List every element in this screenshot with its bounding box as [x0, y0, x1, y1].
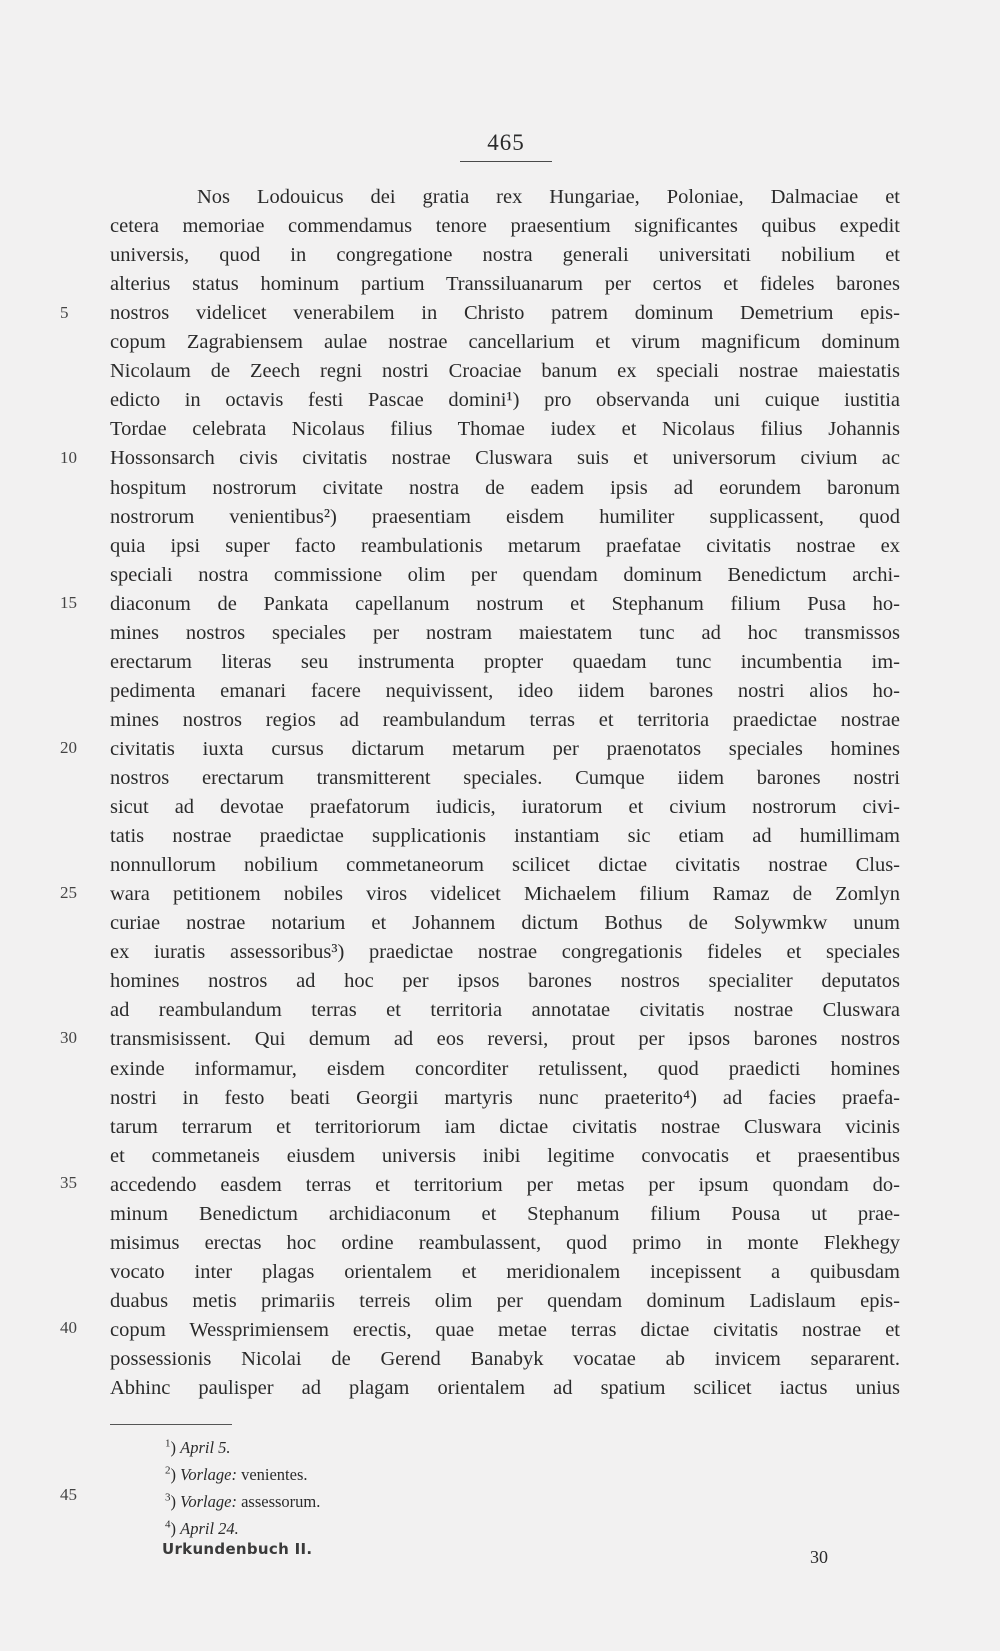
text-line: copum Wessprimiensem erectis, quae metae terras dictae civitatis nostrae et — [110, 1318, 900, 1341]
page-number-rule — [460, 161, 552, 162]
text-line: hospitum nostrorum civitate nostra de eadem ipsis ad eorundem baronum — [110, 476, 900, 499]
text-line: sicut ad devotae praefatorum iudicis, iuratorum et civium nostrorum civi- — [110, 796, 900, 819]
text-line: speciali nostra commissione olim per quendam dominum Benedictum archi- — [110, 563, 900, 586]
footnote-label: Vorlage: — [180, 1465, 237, 1484]
text-line: civitatis iuxta cursus dictarum metarum per praenotatos speciales homines — [110, 737, 900, 760]
line-number: 40 — [60, 1318, 77, 1337]
text-line: Nos Lodouicus dei gratia rex Hungariae, Poloniae, Dalmaciae et — [197, 186, 900, 208]
line-number: 10 — [60, 448, 77, 467]
text-line: Nicolaum de Zeech regni nostri Croaciae banum ex speciali nostrae maiestatis — [110, 360, 900, 383]
text-line: copum Zagrabiensem aulae nostrae cancellarium et virum magnificum dominum — [110, 331, 900, 354]
footnote: $^2$) Vorlage: venientes. — [165, 1464, 308, 1484]
text-line: wara petitionem nobiles viros videlicet Michaelem filium Ramaz de Zomlyn — [110, 883, 900, 906]
footnote-text: venientes. — [236, 1465, 308, 1484]
footnote-text: assessorum. — [236, 1492, 321, 1511]
text-line: vocato inter plagas orientalem et meridionalem incepissent a quibusdam — [110, 1260, 900, 1283]
text-line: nostrorum venientibus²) praesentiam eisdem humiliter supplicassent, quod — [110, 505, 900, 528]
text-line: edicto in octavis festi Pascae domini¹) pro observanda uni cuique iustitia — [110, 389, 900, 412]
line-number: 25 — [60, 883, 77, 902]
text-line: mines nostros speciales per nostram maiestatem tunc ad hoc transmissos — [110, 621, 900, 644]
footnote: $^1$) April 5. — [165, 1437, 231, 1457]
footnote-marker: 1 — [165, 1437, 171, 1450]
line-number: 15 — [60, 593, 77, 612]
footnote-rule — [110, 1424, 232, 1425]
text-line: curiae nostrae notarium et Johannem dictum Bothus de Solywmkw unum — [110, 912, 900, 935]
text-line: nostros videlicet venerabilem in Christo patrem dominum Demetrium epis- — [110, 302, 900, 325]
footnote-label: April 24. — [180, 1519, 239, 1538]
text-line: minum Benedictum archidiaconum et Stephanum filium Pousa ut prae- — [110, 1202, 900, 1225]
line-number: 5 — [60, 303, 69, 322]
text-line: et commetaneis eiusdem universis inibi legitime convocatis et praesentibus — [110, 1144, 900, 1167]
line-number: 35 — [60, 1173, 77, 1192]
text-line: nostros erectarum transmitterent speciales. Cumque iidem barones nostri — [110, 767, 900, 789]
text-line: alterius status hominum partium Transsiluanarum per certos et fideles barones — [110, 273, 900, 296]
text-line: cetera memoriae commendamus tenore praesentium significantes quibus expedit — [110, 215, 900, 238]
text-line: erectarum literas seu instrumenta propter quaedam tunc incumbentia im- — [110, 650, 900, 673]
text-line: Tordae celebrata Nicolaus filius Thomae iudex et Nicolaus filius Johannis — [110, 418, 900, 441]
text-line: nostri in festo beati Georgii martyris nunc praeterito⁴) ad facies praefa- — [110, 1086, 900, 1109]
text-line: Hossonsarch civis civitatis nostrae Cluswara suis et universorum civium ac — [110, 447, 900, 470]
text-line: tarum terrarum et territoriorum iam dictae civitatis nostrae Cluswara vicinis — [110, 1115, 900, 1138]
text-line: mines nostros regios ad reambulandum terras et territoria praedictae nostrae — [110, 708, 900, 731]
text-line: universis, quod in congregatione nostra generali universitati nobilium et — [110, 244, 900, 267]
page-number: 465 — [487, 130, 525, 155]
text-line: Abhinc paulisper ad plagam orientalem ad spatium scilicet iactus unius — [110, 1377, 900, 1400]
line-number: 30 — [60, 1028, 77, 1047]
text-line: possessionis Nicolai de Gerend Banabyk vocatae ab invicem separarent. — [110, 1348, 900, 1370]
text-line: tatis nostrae praedictae supplicationis instantiam sic etiam ad humillimam — [110, 825, 900, 848]
footer-book-title: Urkundenbuch II. — [162, 1540, 313, 1558]
text-line: transmisissent. Qui demum ad eos reversi, prout per ipsos barones nostros — [110, 1028, 900, 1051]
footnote-marker: 4 — [165, 1518, 171, 1531]
text-line: ad reambulandum terras et territoria annotatae civitatis nostrae Cluswara — [110, 999, 900, 1022]
footnote: $^4$) April 24. — [165, 1518, 239, 1538]
footnote-marker: 2 — [165, 1464, 171, 1477]
footnote-label: Vorlage: — [180, 1492, 237, 1511]
footer-signature-number: 30 — [810, 1547, 828, 1567]
text-line: pedimenta emanari facere nequivissent, ideo iidem barones nostri alios ho- — [110, 679, 900, 702]
text-line: diaconum de Pankata capellanum nostrum et Stephanum filium Pusa ho- — [110, 592, 900, 615]
text-line: homines nostros ad hoc per ipsos barones nostros specialiter deputatos — [110, 970, 900, 993]
footnote-marker: 3 — [165, 1491, 171, 1504]
text-line: duabus metis primariis terreis olim per quendam dominum Ladislaum epis- — [110, 1289, 900, 1312]
line-number: 45 — [60, 1485, 77, 1504]
text-line: misimus erectas hoc ordine reambulassent, quod primo in monte Flekhegy — [110, 1231, 900, 1254]
text-line: exinde informamur, eisdem concorditer retulissent, quod praedicti homines — [110, 1057, 900, 1080]
text-line: quia ipsi super facto reambulationis metarum praefatae civitatis nostrae ex — [110, 534, 900, 557]
text-line: accedendo easdem terras et territorium per metas per ipsum quondam do- — [110, 1173, 900, 1196]
text-line: nonnullorum nobilium commetaneorum scilicet dictae civitatis nostrae Clus- — [110, 854, 900, 877]
text-line: ex iuratis assessoribus³) praedictae nostrae congregationis fideles et speciales — [110, 941, 900, 964]
line-number: 20 — [60, 738, 77, 757]
footnote: $^3$) Vorlage: assessorum. — [165, 1491, 321, 1511]
footnote-label: April 5. — [180, 1438, 231, 1457]
